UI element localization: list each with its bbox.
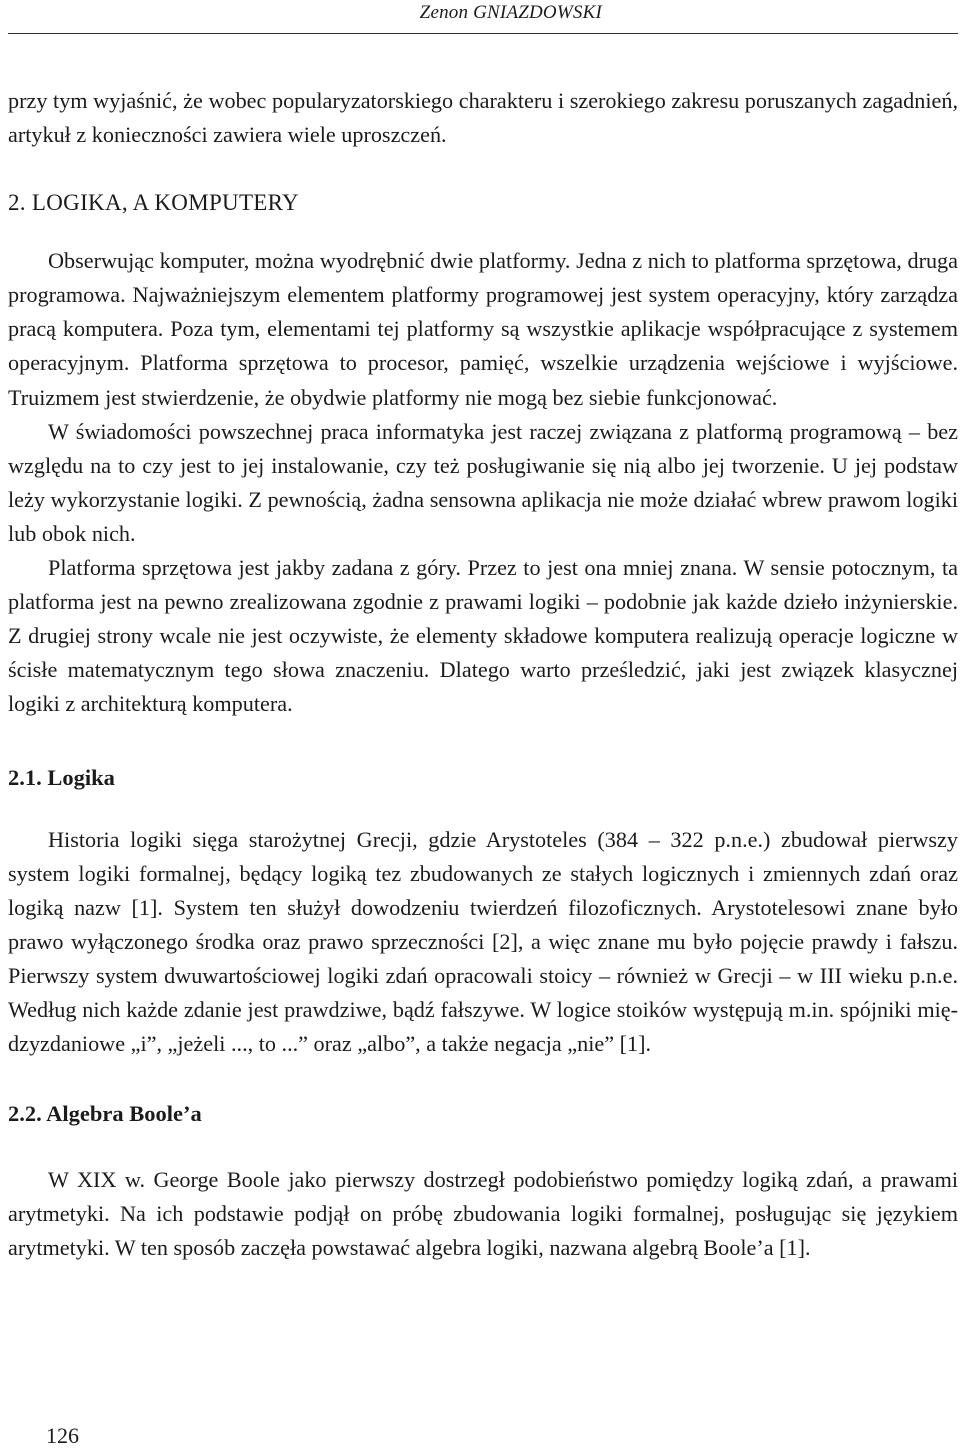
paragraph-hardware-platform: Platforma sprzętowa jest jakby zadana z góry. Przez to jest ona mniej znana. W sensie potocznym, ta platforma jest na pewno zrealizowana zgodnie z prawami logiki – podobnie jak każde dzieło inżynierskie. Z drugiej strony wcale nie jest oczywiste, że elementy składowe komputera realizują operacje logiczne w ścisłe matematycznym tego słowa znaczeniu. Dlatego warto prześledzić, jaki jest związek klasycznej logiki z architekturą komputera. [8, 555, 958, 717]
page-number: 126 [46, 1423, 79, 1448]
subsection-heading-2-2: 2.2. Algebra Boole’a [8, 1101, 202, 1127]
running-header-author: Zenon GNIAZDOWSKI [419, 2, 602, 23]
paragraph-boole-algebra: W XIX w. George Boole jako pierwszy dostrzegł podobieństwo pomiędzy logiką zdań, a prawami arytmetyki. Na ich podstawie podjął on próbę zbudowania logiki formalnej, posługując się językiem arytmetyki. W ten sposób zaczęła powstawać algebra logiki, nazwana algebrą Boole’a [1]. [8, 1167, 958, 1261]
section-heading-2: 2. LOGIKA, A KOMPUTERY [8, 190, 299, 216]
page-body [8, 84, 958, 1265]
paragraph-programming-platform: W świadomości powszechnej praca informatyka jest raczej związana z platformą programową – bez względu na to czy jest to jej instalowanie, czy też posługiwanie się nią albo jej tworzenie. U jej podstaw leży wykorzystanie logiki. Z pewnością, żadna sensowna aplikacja nie może działać wbrew prawom logiki lub obok nich. [8, 418, 958, 546]
header-rule [8, 33, 958, 34]
paragraph-history-of-logic: Historia logiki sięga starożytnej Grecji, gdzie Arystoteles (384 – 322 p.n.e.) zbudował pierwszy system logiki formalnej, będący logiką tez zbudowanych ze stałych logicznych i zmiennych zdań oraz logiką nazw [1]. System ten służył dowodzeniu twierdzeń filozoficznych. Arystotelesowi znane było prawo wyłączonego środka oraz prawo sprzeczności [2], a więc znane mu było pojęcie prawdy i fałszu. Pierwszy system dwuwartościowej logiki zdań opracowali stoicy – również w Grecji – w III wieku p.n.e. Według nich każde zdanie jest prawdziwe, bądź fałszywe. W logice stoików występują m.in. spójniki międzyzdaniowe „i”, „jeżeli ..., to ...” oraz „albo”, a także negacja „nie” [1]. [8, 826, 958, 1057]
paragraph-intro-continuation: przy tym wyjaśnić, że wobec popularyzatorskiego charakteru i szerokiego zakresu poruszanych zagadnień, artykuł z konieczności zawiera wiele uproszczeń. [8, 88, 958, 148]
paragraph-platforms: Obserwując komputer, można wyodrębnić dwie platformy. Jedna z nich to platforma sprzętowa, druga programowa. Najważniejszym elementem platformy programowej jest system operacyjny, który zarządza pracą komputera. Poza tym, elementami tej platformy są wszystkie aplikacje współpracujące z systemem operacyjnym. Platforma sprzętowa to procesor, pamięć, wszelkie urządzenia wejściowe i wyjściowe. Truizmem jest stwierdzenie, że obydwie platformy nie mogą bez siebie funkcjonować. [8, 248, 958, 410]
subsection-heading-2-1: 2.1. Logika [8, 764, 115, 790]
